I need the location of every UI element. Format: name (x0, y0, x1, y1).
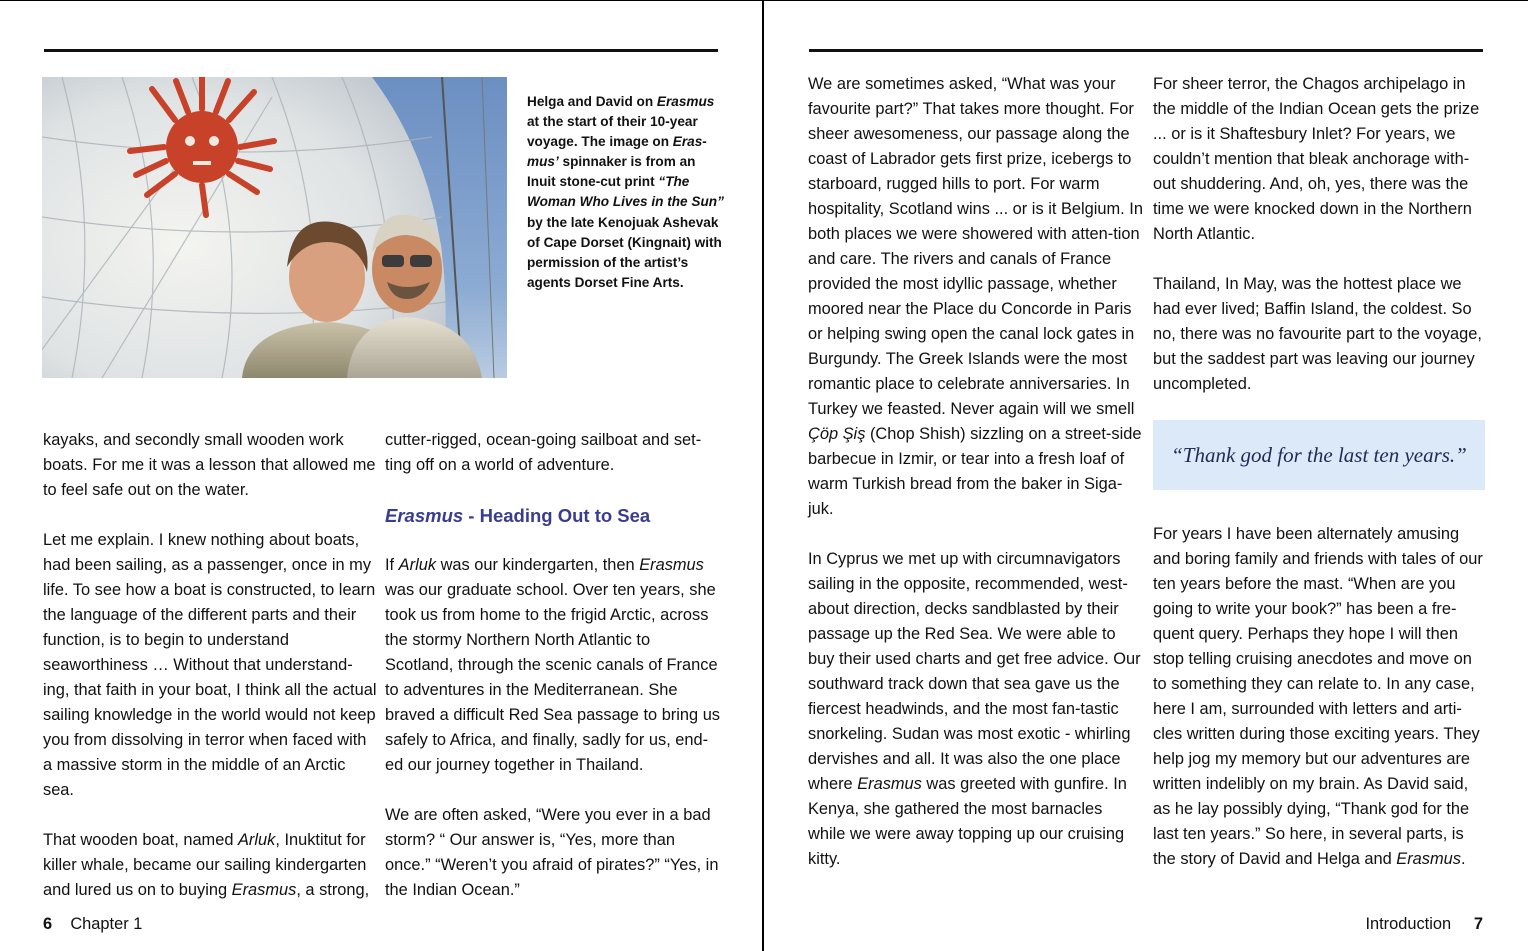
paragraph: Let me explain. I knew nothing about boats, had been sailing, as a passenger, once in my life. To see how a boat is constructed, to learn the language of the different parts and their function, is to begin to understand seaworthiness … Without that understand-ing, that faith in your boat, I think all the actual sailing knowledge in the world would not keep you from dissolving in terror when faced with a massive storm in the middle of an Arctic sea. (43, 531, 377, 799)
paragraph: Thailand, In May, was the hottest place we had ever lived; Baffin Island, the coldest. So no, there was no favourite part to the voyage, but the saddest part was leaving our journey uncompleted. (1153, 275, 1482, 393)
top-rule-left (44, 49, 718, 52)
top-rule-right (809, 49, 1483, 52)
paragraph: kayaks, and secondly small wooden work boats. For me it was a lesson that allowed me to feel safe out on the water. (43, 431, 376, 499)
photo-caption: Helga and David on Erasmus at the start of their 10-year voyage. The image on Eras-mus’ spinnaker is from an Inuit stone-cut print “The Woman Who Lives in the Sun” by the late Kenojuak Ashevak of Cape Dorset (Kingnait) with permission of the artist’s agents Dorset Fine Arts. (527, 94, 724, 290)
paragraph: For years I have been alternately amusing and boring family and friends with tales of our ten years before the mast. “When are you going to write your book?” has been a fre-quent query. Perhaps they hope I will then stop telling cruising anecdotes and move on to something they can relate to. In any case, here I am, surrounded with letters and arti-cles written during those exciting years. They help jog my memory but our adventures are written indelibly on my brain. As David said, as he lay possibly dying, “Thank god for the last ten years.” So here, in several parts, is the story of David and Helga and Erasmus. (1153, 525, 1483, 868)
left-folio (43, 913, 142, 935)
paragraph: cutter-rigged, ocean-going sailboat and set-ting off on a world of adventure. (385, 431, 702, 474)
section-heading: Erasmus - Heading Out to Sea (385, 505, 651, 526)
right-column-2 (1153, 72, 1485, 872)
right-folio (1365, 913, 1483, 935)
pull-quote: “Thank god for the last ten years.” (1153, 420, 1485, 490)
running-head: Chapter 1 (70, 915, 143, 933)
right-column-1 (808, 72, 1144, 872)
paragraph: If Arluk was our kindergarten, then Erasmus was our graduate school. Over ten years, she took us from home to the frigid Arctic, across the stormy Northern North Atlantic to Scotland, through the scenic canals of France to adventures in the Mediterranean. She braved a difficult Red Sea passage to bring us safely to Africa, and finally, sadly for us, end-ed our journey together in Thailand. (385, 556, 721, 774)
paragraph: We are sometimes asked, “What was your favourite part?” That takes more thought. For sheer awesomeness, our passage along the coast of Labrador gets first prize, icebergs to starboard, rugged hills to port. For warm hospitality, Scotland wins ... or is it Belgium. In both places we were showered with atten-tion and care. The rivers and canals of France provided the most idyllic passage, whether moored near the Place du Concorde in Paris or helping swing open the canal lock gates in Burgundy. The Greek Islands were the most romantic place to celebrate anniversaries. In Turkey we feasted. Never again will we smell Çöp Şiş (Chop Shish) sizzling on a street-side barbecue in Izmir, or tear into a fresh loaf of warm Turkish bread from the baker in Siga-juk. (808, 75, 1143, 518)
running-head: Introduction (1365, 915, 1452, 933)
spinnaker-photo (42, 77, 507, 378)
left-column-1 (43, 428, 378, 903)
paragraph: In Cyprus we met up with circumnavigators sailing in the opposite, recommended, west-about direction, decks sandblasted by their passage up the Red Sea. We were able to buy their used charts and get free advice. Our southward track down that sea gave us the fiercest headwinds, and the most fan-tastic snorkeling. Sudan was most exotic - whirling dervishes and all. It was also the one place where Erasmus was greeted with gunfire. In Kenya, she gathered the most barnacles while we were away topping up our cruising kitty. (808, 550, 1141, 868)
page-number: 7 (1473, 915, 1483, 933)
page-number: 6 (43, 915, 53, 933)
right-page (764, 0, 1528, 951)
paragraph: We are often asked, “Were you ever in a bad storm? “ Our answer is, “Yes, more than once.” “Weren’t you afraid of pirates?” “Yes, in the Indian Ocean.” (385, 806, 719, 899)
photo-illustration (42, 77, 507, 378)
left-column-2 (385, 428, 720, 903)
paragraph: That wooden boat, named Arluk, Inuktitut for killer whale, became our sailing kindergarten and lured us on to buying Erasmus, a strong, (43, 831, 370, 899)
left-page (0, 0, 763, 951)
paragraph: For sheer terror, the Chagos archipelago in the middle of the Indian Ocean gets the prize ... or is it Shaftesbury Inlet? For years, we couldn’t mention that bleak anchorage with-out shuddering. And, oh, yes, there was the time we were knocked down in the Northern North Atlantic. (1153, 75, 1480, 243)
